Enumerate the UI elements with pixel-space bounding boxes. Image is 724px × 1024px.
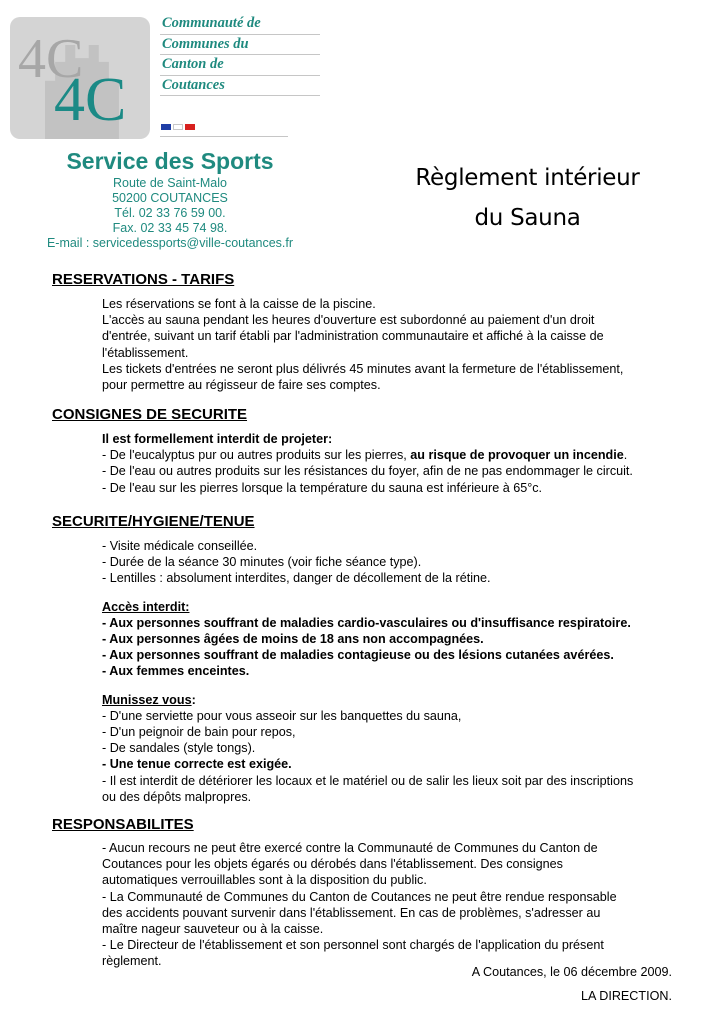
- service-title: Service des Sports: [66, 148, 274, 174]
- org-line: Coutances: [160, 76, 320, 97]
- org-line: Canton de: [160, 55, 320, 76]
- section-title-responsabilites: RESPONSABILITES: [52, 816, 194, 833]
- title-line-2: du Sauna: [474, 205, 581, 231]
- text-line: - Visite médicale conseillée.: [102, 539, 258, 553]
- text-line: - De sandales (style tongs).: [102, 741, 256, 756]
- text-line: - Une tenue correcte est exigée.: [102, 757, 292, 772]
- text-line: - D'une serviette pour vous asseoir sur les banquettes du sauna,: [102, 708, 462, 723]
- divider: [160, 136, 288, 137]
- reservations-text: [102, 296, 682, 393]
- text-line: - Lentilles : absolument interdites, danger de décollement de la rétine.: [102, 571, 491, 586]
- text-line: ou des dépôts malpropres.: [102, 789, 252, 804]
- service-email: E-mail : servicedessports@ville-coutances.fr: [46, 236, 294, 250]
- french-flag-icon: [161, 124, 195, 130]
- signature-signer: LA DIRECTION.: [581, 989, 672, 1003]
- section-title-consignes: CONSIGNES DE SECURITE: [52, 406, 248, 423]
- text-line: - Il est interdit de détériorer les locaux et le matériel ou de salir les lieux soit par des inscriptions: [102, 773, 634, 788]
- text-line: - Aux personnes âgées de moins de 18 ans non accompagnées.: [102, 632, 484, 647]
- text-line: Les tickets d'entrées ne seront plus délivrés 45 minutes avant la fermeture de l'établissement,: [102, 361, 624, 376]
- text-line: - Aux femmes enceintes.: [102, 664, 250, 679]
- text-line: pour permettre au régisseur de faire ses comptes.: [102, 378, 381, 393]
- hygiene-text: [102, 538, 682, 805]
- acces-interdit-title: Accès interdit:: [102, 599, 190, 614]
- text-line: - Aux personnes souffrant de maladies contagieuse ou des lésions cutanées avérées.: [102, 648, 614, 663]
- org-line: Communauté de: [160, 14, 320, 35]
- text-line: d'entrée, suivant un tarif établi par l'administration communautaire et affiché à la caisse de: [102, 329, 604, 344]
- text-line: maître nageur sauveteur ou à la caisse.: [102, 922, 324, 937]
- logo-ghost-text: 4C: [18, 28, 84, 90]
- text-line: l'établissement.: [102, 345, 189, 360]
- text-line: - Aux personnes souffrant de maladies cardio-vasculaires ou d'insuffisance respiratoire.: [102, 615, 631, 630]
- service-address: Route de Saint-Malo: [113, 176, 227, 190]
- responsabilites-text: [102, 840, 682, 970]
- service-fax: Fax. 02 33 45 74 98.: [112, 221, 228, 235]
- text-line: L'accès au sauna pendant les heures d'ouverture est subordonné au paiement d'un droit: [102, 313, 595, 328]
- text-line: - Le Directeur de l'établissement et son personnel sont chargés de l'application du présent: [102, 938, 604, 953]
- text-line: - Aucun recours ne peut être exercé contre la Communauté de Communes du Canton de: [102, 841, 598, 855]
- text-line: - De l'eau ou autres produits sur les résistances du foyer, afin de ne pas endommager le circuit.: [102, 464, 633, 479]
- service-contact-block: [20, 146, 320, 251]
- text-line: - D'un peignoir de bain pour repos,: [102, 725, 296, 740]
- text-line: Les réservations se font à la caisse de la piscine.: [102, 297, 376, 311]
- service-city: 50200 COUTANCES: [112, 191, 228, 205]
- organization-name: [160, 14, 320, 96]
- signature-date: A Coutances, le 06 décembre 2009.: [471, 965, 672, 979]
- text-line: - Durée de la séance 30 minutes (voir fiche séance type).: [102, 555, 422, 570]
- text-line: - La Communauté de Communes du Canton de Coutances ne peut être rendue responsable: [102, 889, 617, 904]
- consignes-text: [102, 431, 682, 496]
- section-title-reservations: RESERVATIONS - TARIFS: [52, 271, 235, 288]
- title-line-1: Règlement intérieur: [415, 165, 640, 191]
- text-line: automatiques verrouillables sont à la disposition du public.: [102, 873, 427, 888]
- service-phone: Tél. 02 33 76 59 00.: [114, 206, 226, 220]
- text-line: Coutances pour les objets égarés ou dérobés dans l'établissement. Des consignes: [102, 857, 563, 872]
- text-line: des accidents pouvant survenir dans l'établissement. En cas de problèmes, s'adresser au: [102, 905, 601, 920]
- consignes-intro: Il est formellement interdit de projeter:: [102, 432, 333, 446]
- section-title-hygiene: SECURITE/HYGIENE/TENUE: [52, 513, 255, 530]
- org-line: Communes du: [160, 35, 320, 56]
- text-line: règlement.: [102, 954, 162, 969]
- text-line: - De l'eau sur les pierres lorsque la température du sauna est inférieure à 65°c.: [102, 480, 543, 495]
- logo: [10, 17, 150, 139]
- munissez-title: Munissez vous:: [102, 692, 196, 707]
- logo-main-text: 4C: [54, 66, 127, 134]
- text-line: - De l'eucalyptus pur ou autres produits sur les pierres, au risque de provoquer un incendie.: [102, 448, 628, 463]
- document-title: [365, 158, 690, 238]
